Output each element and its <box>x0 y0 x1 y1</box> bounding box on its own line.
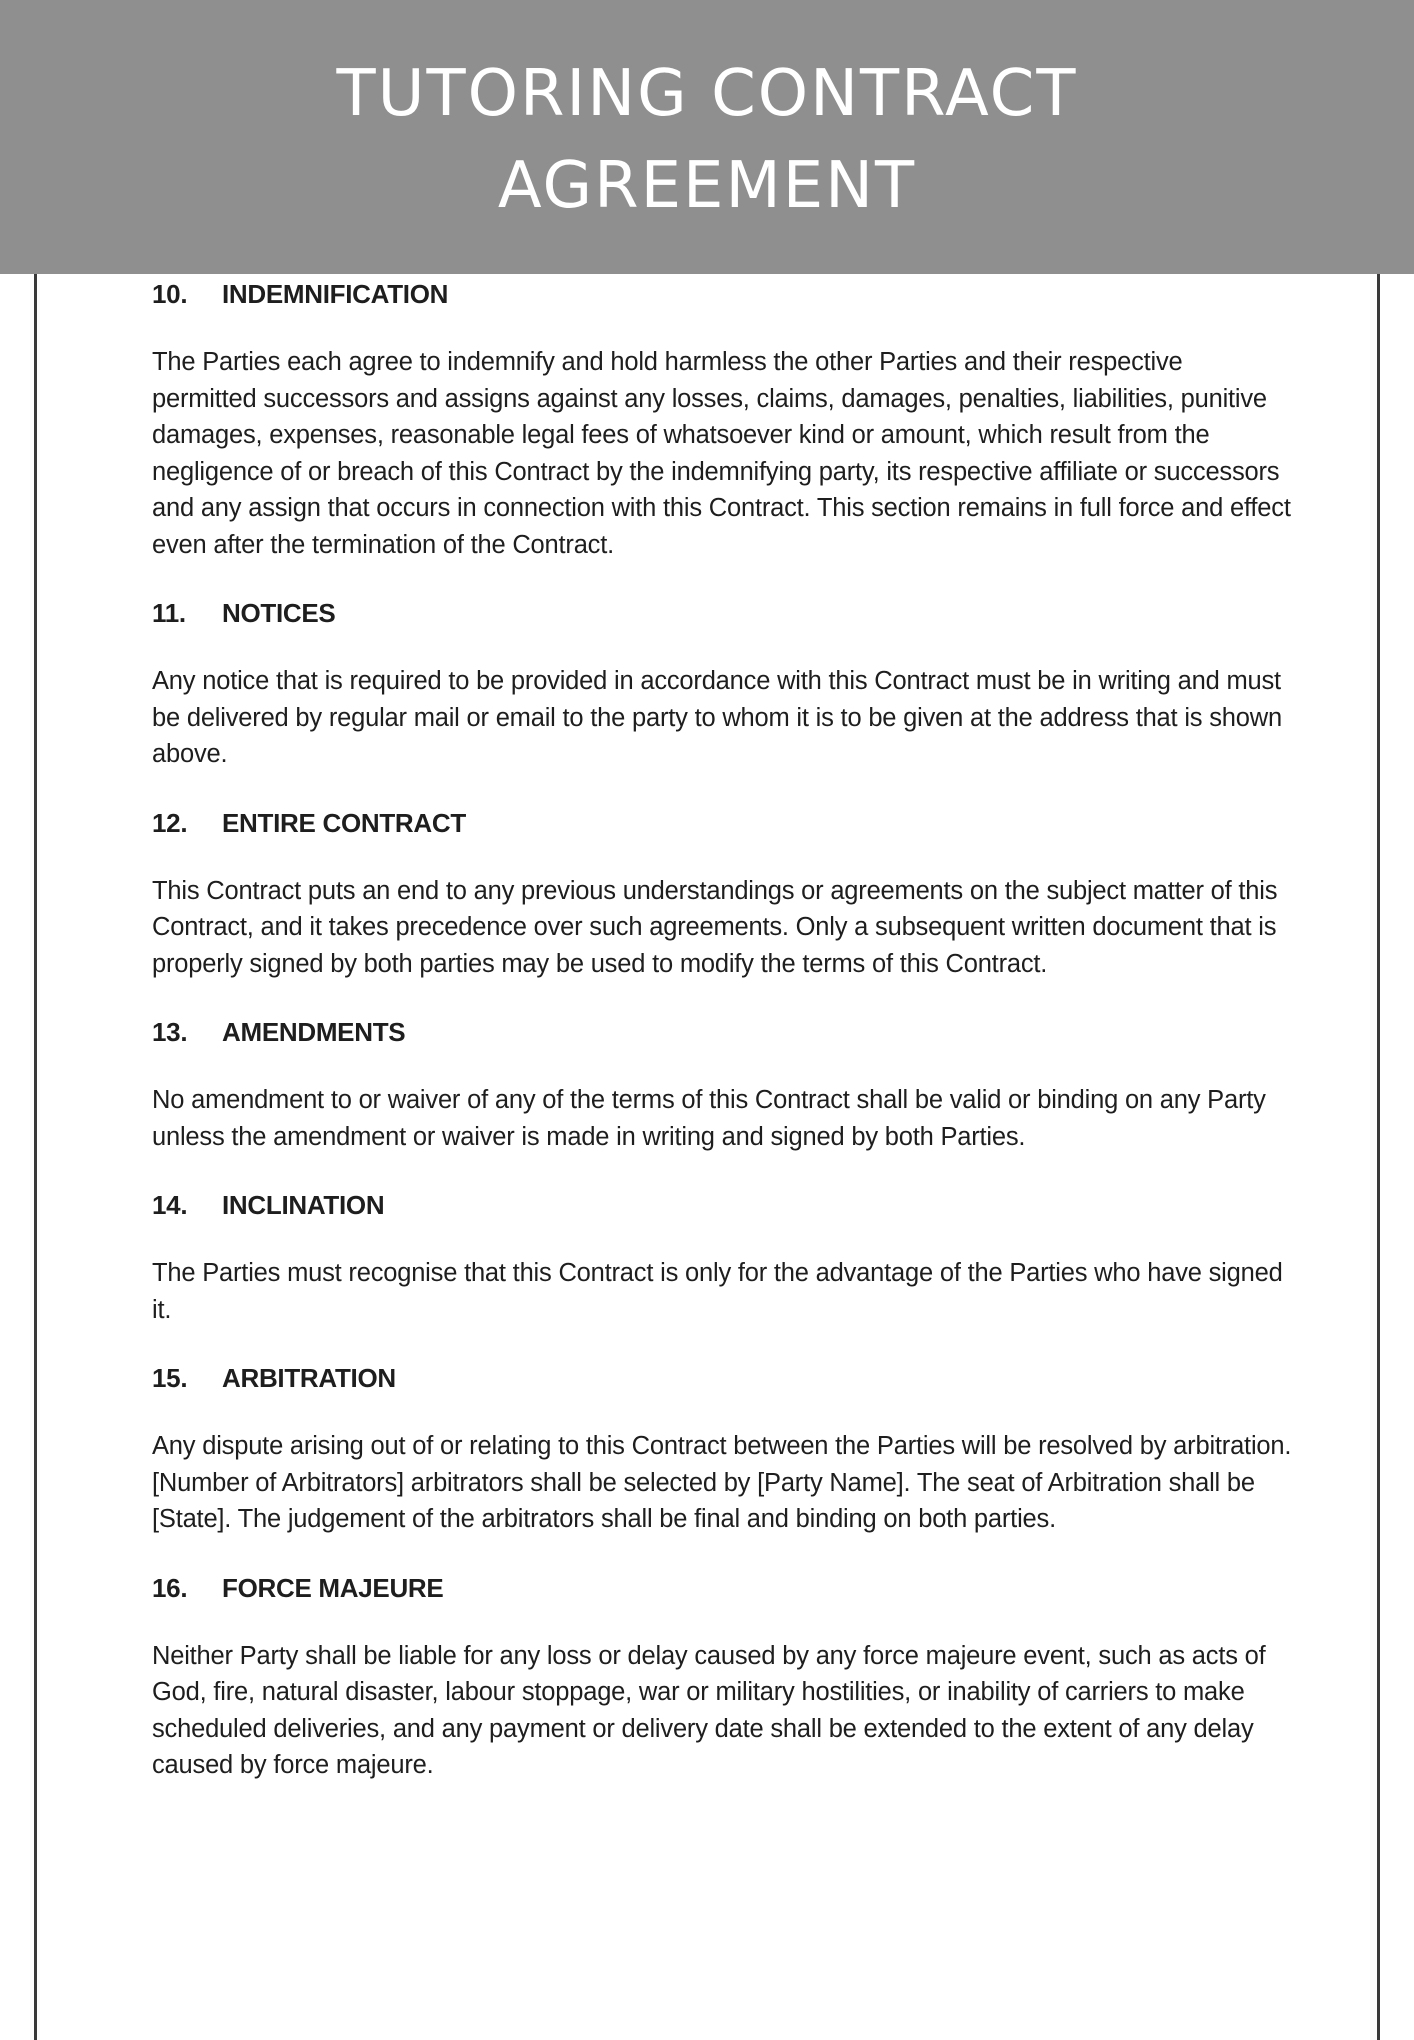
section-number: 12. <box>152 807 188 838</box>
section-body: Neither Party shall be liable for any loss or delay caused by any force majeure event, such as acts of God, fire, natural disaster, labour stoppage, war or military hostilities, or inability of carriers to make scheduled deliveries, and any payment or delivery date shall be extended to the extent of any delay caused by force majeure. <box>152 1641 1266 1779</box>
section-title: AMENDMENTS <box>222 1017 406 1047</box>
section-title: ARBITRATION <box>222 1363 396 1393</box>
section-body: Any notice that is required to be provided in accordance with this Contract must be in writing and must be delivered by regular mail or email to the party to whom it is to be given at the address that is shown above. <box>152 667 1282 768</box>
section-heading <box>152 1014 1292 1050</box>
section-heading <box>152 276 1292 312</box>
section-title: ENTIRE CONTRACT <box>222 807 466 838</box>
section-title: NOTICES <box>222 598 336 628</box>
section-body: The Parties each agree to indemnify and hold harmless the other Parties and their respective permitted successors and assigns against any losses, claims, damages, penalties, liabilities, punitive damages, expenses, reasonable legal fees of whatsoever kind or amount, which result from the negligence of or breach of this Contract by the indemnifying party, its respective affiliate or successors and any assign that occurs in connection with this Contract. This section remains in full force and effect even after the termination of the Contract. <box>152 348 1291 559</box>
section-number: 11. <box>152 598 186 628</box>
section-number: 13. <box>152 1017 188 1047</box>
section-number: 14. <box>152 1190 188 1220</box>
section-heading <box>152 1360 1292 1396</box>
section-heading <box>152 1570 1292 1606</box>
section-number: 10. <box>152 279 188 309</box>
document-title: TUTORING CONTRACT AGREEMENT <box>336 57 1078 223</box>
section-title: INCLINATION <box>222 1190 385 1220</box>
section-heading <box>152 1187 1292 1223</box>
title-banner <box>0 0 1414 274</box>
section-body: This Contract puts an end to any previous understandings or agreements on the subject matter of this Contract, and it takes precedence over such agreements. Only a subsequent written document that is properly signed by both parties may be used to modify the terms of this Contract. <box>152 876 1278 978</box>
section-heading <box>152 805 1292 841</box>
section-title: FORCE MAJEURE <box>222 1572 444 1603</box>
section-number: 16. <box>152 1572 188 1603</box>
section-body: Any dispute arising out of or relating to this Contract between the Parties will be resolved by arbitration. [Number of Arbitrators] arbitrators shall be selected by [Party Name]. The seat of Arbitration shall be [State]. The judgement of the arbitrators shall be final and binding on both parties. <box>152 1432 1292 1533</box>
section-title: INDEMNIFICATION <box>222 279 449 309</box>
section-body: The Parties must recognise that this Contract is only for the advantage of the Parties who have signed it. <box>152 1259 1283 1324</box>
section-body: No amendment to or waiver of any of the terms of this Contract shall be valid or binding on any Party unless the amendment or waiver is made in writing and signed by both Parties. <box>152 1086 1266 1151</box>
section-number: 15. <box>152 1363 188 1393</box>
section-heading <box>152 595 1292 631</box>
document-content <box>152 276 1292 1816</box>
